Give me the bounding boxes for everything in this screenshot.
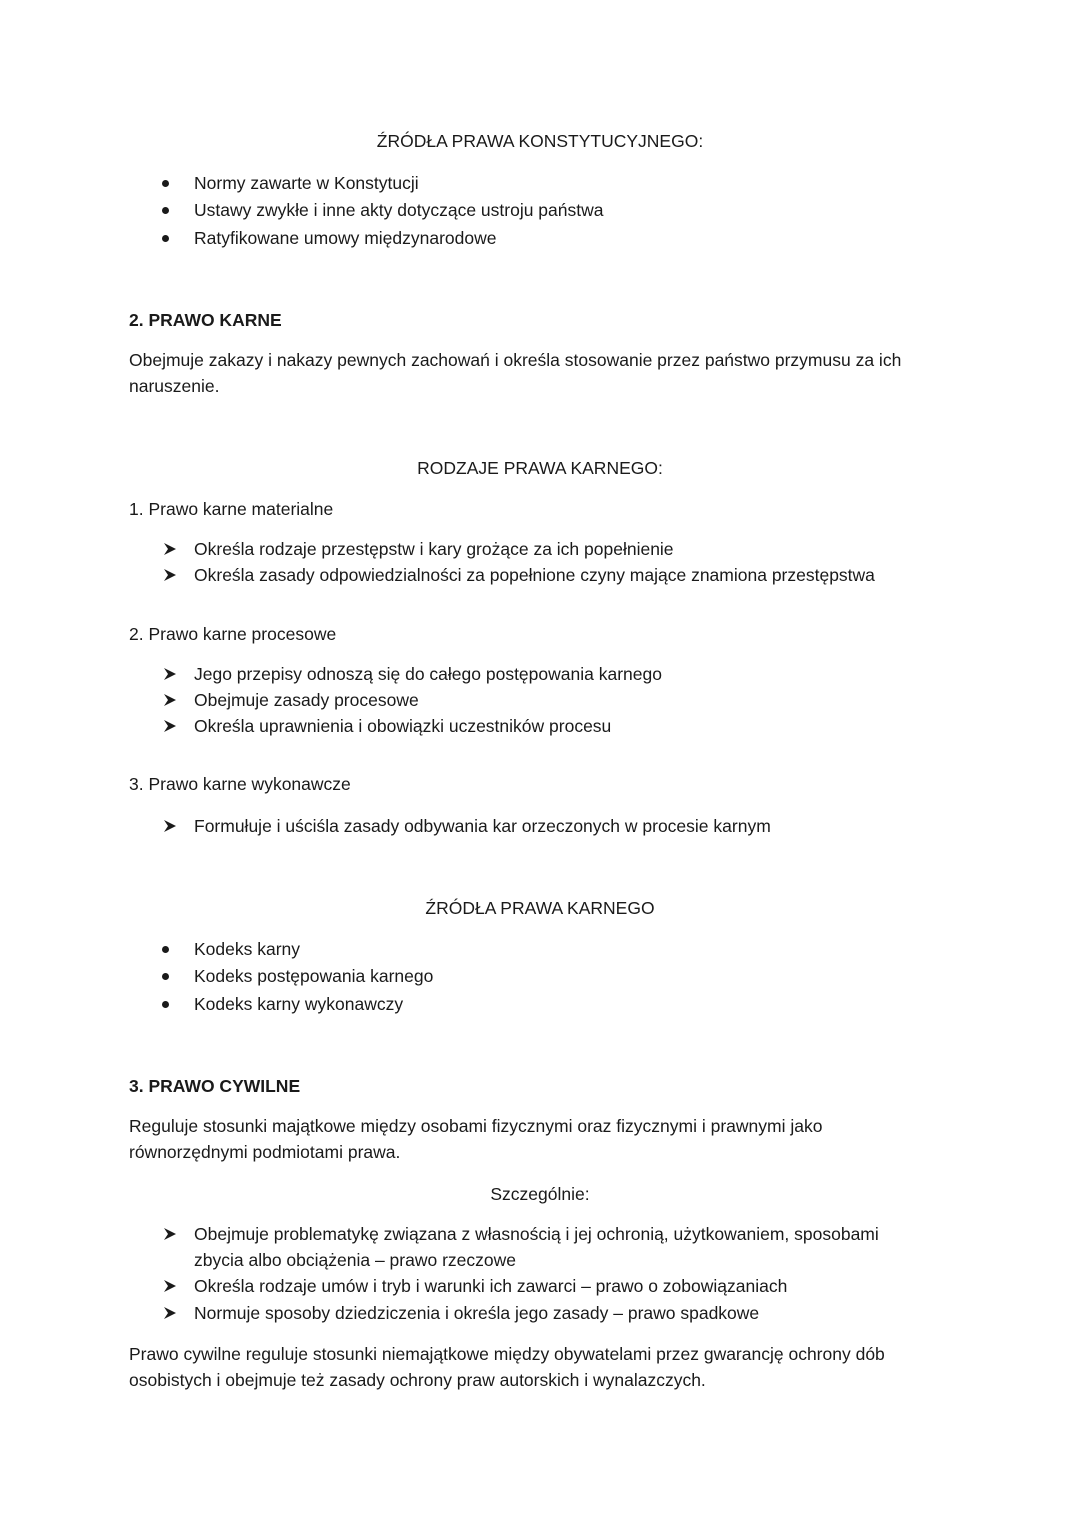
arrow-bullet-icon [163,667,177,681]
criminal-law-heading: 2. PRAWO KARNE [129,310,282,330]
list-item: Normy zawarte w Konstytucji [194,173,419,193]
civil-law-description: Reguluje stosunki majątkowe między osobami fizycznymi oraz fizycznymi i prawnymi jako równorzędnymi podmiotami prawa. [129,1116,823,1162]
civil-law-particular-heading: Szczególnie: [490,1184,590,1204]
list-item: Formułuje i uściśla zasady odbywania kar orzeczonych w procesie karnym [194,816,771,836]
criminal-type-title: 2. Prawo karne procesowe [129,624,337,644]
civil-law-closing: Prawo cywilne reguluje stosunki niemajątkowe między obywatelami przez gwarancję ochrony dób osobistych i obejmuje też zasady ochrony praw autorskich i wynalazczych. [129,1344,885,1390]
list-item-continuation: zbycia albo obciążenia – prawo rzeczowe [194,1250,516,1270]
bullet-icon [162,946,169,953]
bullet-icon [162,235,169,242]
list-item: Jego przepisy odnoszą się do całego postępowania karnego [194,664,662,684]
arrow-bullet-icon [163,568,177,582]
list-item: Określa uprawnienia i obowiązki uczestników procesu [194,716,612,736]
constitutional-sources-heading: ŹRÓDŁA PRAWA KONSTYTUCYJNEGO: [376,131,704,151]
list-item: Obejmuje zasady procesowe [194,690,419,710]
list-item: Ustawy zwykłe i inne akty dotyczące ustroju państwa [194,200,604,220]
list-item: Kodeks postępowania karnego [194,966,434,986]
arrow-bullet-icon [163,1279,177,1293]
arrow-bullet-icon [163,719,177,733]
list-item: Kodeks karny wykonawczy [194,994,404,1014]
list-item: Określa rodzaje przestępstw i kary grożące za ich popełnienie [194,539,674,559]
arrow-bullet-icon [163,1306,177,1320]
list-item: Określa rodzaje umów i tryb i warunki ich zawarci – prawo o zobowiązaniach [194,1276,788,1296]
arrow-bullet-icon [163,1227,177,1241]
criminal-type-title: 3. Prawo karne wykonawcze [129,774,351,794]
criminal-law-sources-heading: ŹRÓDŁA PRAWA KARNEGO [425,898,655,918]
list-item: Normuje sposoby dziedziczenia i określa jego zasady – prawo spadkowe [194,1303,760,1323]
list-item: Ratyfikowane umowy międzynarodowe [194,228,497,248]
criminal-law-types-heading: RODZAJE PRAWA KARNEGO: [417,458,663,478]
list-item: Określa zasady odpowiedzialności za popełnione czyny mające znamiona przestępstwa [194,565,875,585]
bullet-icon [162,973,169,980]
bullet-icon [162,207,169,214]
criminal-law-description: Obejmuje zakazy i nakazy pewnych zachowań i określa stosowanie przez państwo przymusu za ich naruszenie. [129,350,902,396]
arrow-bullet-icon [163,819,177,833]
bullet-icon [162,1001,169,1008]
criminal-type-title: 1. Prawo karne materialne [129,499,334,519]
bullet-icon [162,180,169,187]
civil-law-heading: 3. PRAWO CYWILNE [129,1076,301,1096]
list-item: Obejmuje problematykę związana z własnością i jej ochronią, użytkowaniem, sposobami [194,1224,879,1244]
arrow-bullet-icon [163,693,177,707]
arrow-bullet-icon [163,542,177,556]
list-item: Kodeks karny [194,939,301,959]
